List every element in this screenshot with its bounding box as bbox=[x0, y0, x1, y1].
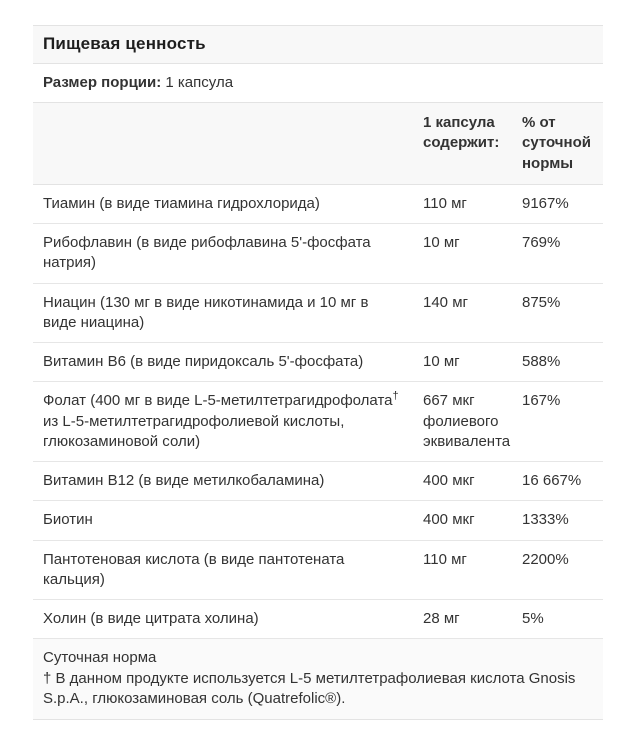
table-body bbox=[33, 184, 603, 639]
nutrient-row bbox=[33, 283, 603, 343]
nutrient-amount: 110 мг bbox=[413, 540, 512, 600]
nutrient-dv: 16 667% bbox=[512, 462, 603, 501]
nutrient-row bbox=[33, 382, 603, 462]
nutrient-dv: 2200% bbox=[512, 540, 603, 600]
daily-value-note: Суточная норма bbox=[43, 649, 157, 667]
nutrient-label: Биотин bbox=[33, 501, 413, 540]
nutrient-amount: 110 мг bbox=[413, 184, 512, 223]
nutrient-dv: 9167% bbox=[512, 184, 603, 223]
nutrient-row bbox=[33, 600, 603, 639]
serving-size-value: 1 капсула bbox=[161, 73, 234, 91]
column-header-row bbox=[33, 103, 603, 185]
footnote bbox=[33, 639, 603, 720]
amount-column-header: 1 капсула содержит: bbox=[413, 103, 512, 185]
nutrient-row bbox=[33, 540, 603, 600]
nutrient-amount: 667 мкг фолиевого эквивалента bbox=[413, 382, 512, 462]
page bbox=[0, 25, 618, 730]
nutrient-label: Тиамин (в виде тиамина гидрохлорида) bbox=[33, 184, 413, 223]
nutrient-amount: 28 мг bbox=[413, 600, 512, 639]
nutrient-label: Пантотеновая кислота (в виде пантотената кальция) bbox=[33, 540, 413, 600]
nutrition-table bbox=[33, 25, 603, 720]
nutrient-dv: 5% bbox=[512, 600, 603, 639]
nutrient-dv: 167% bbox=[512, 382, 603, 462]
nutrient-amount: 140 мг bbox=[413, 283, 512, 343]
nutrient-label: Витамин B12 (в виде метилкобаламина) bbox=[33, 462, 413, 501]
nutrient-row bbox=[33, 462, 603, 501]
folate-source-note: † В данном продукте используется L-5 метилтетрафолиевая кислота Gnosis S.p.A., глюкозаминовая соль (Quatrefolic®). bbox=[43, 669, 576, 707]
nutrient-row bbox=[33, 501, 603, 540]
serving-size-label: Размер порции: bbox=[43, 73, 162, 91]
nutrient-row bbox=[33, 224, 603, 284]
panel-title: Пищевая ценность bbox=[43, 34, 206, 53]
nutrient-dv: 1333% bbox=[512, 501, 603, 540]
nutrient-label: Витамин B6 (в виде пиридоксаль 5'-фосфата) bbox=[33, 343, 413, 382]
serving-size-row bbox=[33, 63, 603, 102]
empty-column-header bbox=[33, 103, 413, 185]
nutrient-amount: 400 мкг bbox=[413, 501, 512, 540]
nutrient-amount: 400 мкг bbox=[413, 462, 512, 501]
nutrient-label: Рибофлавин (в виде рибофлавина 5'-фосфата натрия) bbox=[33, 224, 413, 284]
nutrient-label: Ниацин (130 мг в виде никотинамида и 10 мг в виде ниацина) bbox=[33, 283, 413, 343]
nutrient-row bbox=[33, 184, 603, 223]
nutrient-label: Холин (в виде цитрата холина) bbox=[33, 600, 413, 639]
dv-column-header: % от суточной нормы bbox=[512, 103, 603, 185]
nutrient-row bbox=[33, 343, 603, 382]
nutrient-label: Фолат (400 мг в виде L-5-метилтетрагидрофолата† из L-5-метилтетрагидрофолиевой кислоты, глюкозаминовой соли) bbox=[33, 382, 413, 462]
nutrient-dv: 588% bbox=[512, 343, 603, 382]
nutrient-dv: 769% bbox=[512, 224, 603, 284]
footnote-row bbox=[33, 639, 603, 720]
nutrition-panel bbox=[33, 25, 603, 720]
panel-title-row bbox=[33, 26, 603, 64]
nutrient-amount: 10 мг bbox=[413, 343, 512, 382]
nutrient-dv: 875% bbox=[512, 283, 603, 343]
nutrient-amount: 10 мг bbox=[413, 224, 512, 284]
